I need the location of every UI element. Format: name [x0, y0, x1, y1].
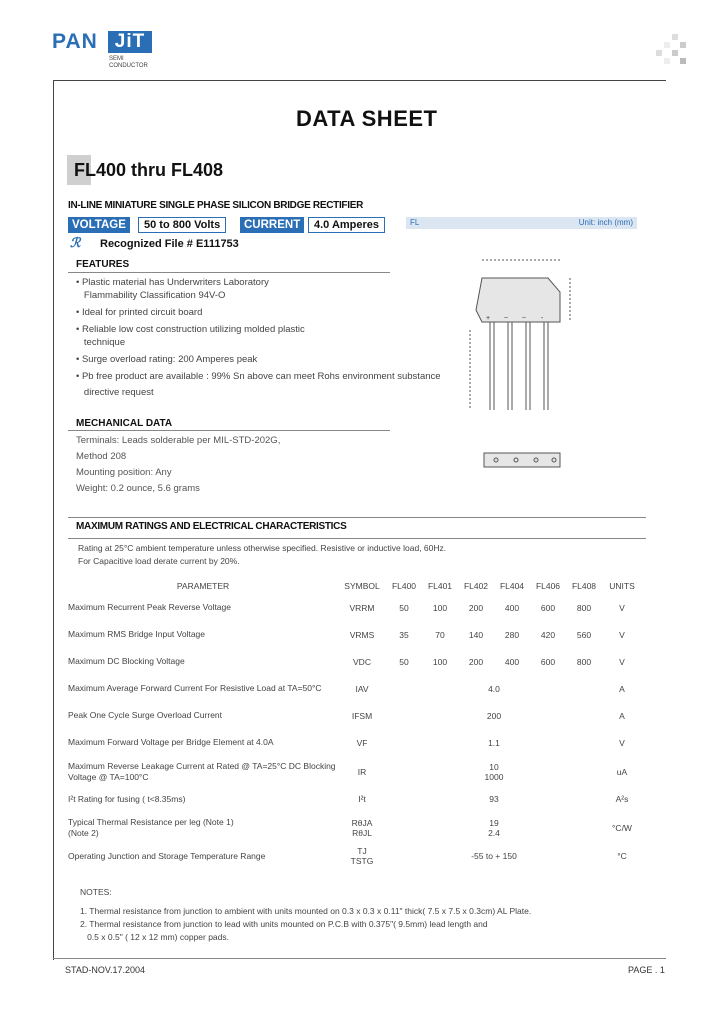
ratings-heading: MAXIMUM RATINGS AND ELECTRICAL CHARACTERISTICS: [76, 521, 347, 532]
ratings-note-2: For Capacitive load derate current by 20%.: [78, 556, 240, 566]
unit-cell: A: [619, 710, 625, 721]
note-2: 2. Thermal resistance from junction to lead with units mounted on P.C.B with 0.375"( 9.5mm) lead length and: [80, 919, 488, 929]
column-header: SYMBOL: [344, 581, 380, 591]
footer-page: PAGE . 1: [628, 965, 665, 975]
svg-text:+: +: [486, 315, 491, 322]
value-cell: 35: [399, 629, 409, 640]
table-header-row: [68, 578, 642, 594]
units-note: Unit: inch (mm): [578, 218, 633, 227]
mechanical-list: [76, 433, 280, 497]
value-cell: 400: [504, 602, 520, 613]
unit-cell: V: [619, 737, 625, 748]
symbol-cell: VF: [356, 737, 368, 748]
feature-item: Flammability Classification 94V-O: [76, 290, 226, 301]
part-number: FL400 thru FL408: [74, 160, 224, 180]
notes-heading: NOTES:: [80, 887, 112, 897]
footer-date: STAD-NOV.17.2004: [65, 965, 146, 975]
symbol-cell: IR: [357, 766, 367, 777]
parameter-cell: Maximum Forward Voltage per Bridge Element at 4.0A: [68, 737, 274, 747]
feature-item: • Reliable low cost construction utilizing molded plastic: [76, 324, 305, 335]
value-cell: 140: [468, 629, 484, 640]
mechanical-rule: [68, 430, 390, 431]
mechanical-item: Method 208: [76, 451, 127, 462]
value-cell: 800: [576, 656, 592, 667]
table-row: [68, 787, 642, 811]
footer-rule: [53, 958, 666, 959]
svg-text:-: -: [541, 315, 544, 322]
parameter-cell: Operating Junction and Storage Temperature Range: [68, 850, 266, 861]
unit-cell: A: [619, 683, 625, 694]
column-header: PARAMETER: [176, 580, 230, 591]
value-cell: 560: [576, 629, 592, 640]
table-row: [68, 844, 642, 868]
parameter-cell: Maximum DC Blocking Voltage: [68, 656, 185, 666]
parameter-cell: Maximum Average Forward Current For Resistive Load at TA=50°C: [68, 683, 322, 693]
column-header: FL401: [427, 581, 453, 591]
decorative-dots-icon: [650, 34, 690, 70]
ratings-note-1: Rating at 25°C ambient temperature unless otherwise specified. Resistive or inductive load, 60Hz.: [78, 543, 447, 553]
symbol-cell: VRRM: [349, 602, 375, 613]
value-cell: 100: [432, 656, 448, 667]
note-1: 1. Thermal resistance from junction to ambient with units mounted on 0.3 x 0.3 x 0.11" thick( 7.5 x 7.5 x 0.3cm) AL Plate.: [80, 906, 532, 916]
page-title: DATA SHEET: [296, 106, 438, 131]
vertical-rule: [53, 80, 54, 960]
value-cell: 200: [468, 602, 484, 613]
parameter-cell: Maximum Recurrent Peak Reverse Voltage: [68, 602, 231, 612]
value-cell: 280: [504, 629, 520, 640]
package-name: FL: [410, 218, 420, 227]
value-cell: -55 to + 150: [471, 851, 517, 861]
voltage-label: VOLTAGE: [68, 217, 130, 233]
value-cell: 93: [489, 794, 499, 804]
unit-cell: V: [619, 656, 625, 667]
table-row: [68, 675, 642, 702]
table-row: [68, 756, 642, 787]
parameter-cell: I²t Rating for fusing ( t<8.35ms): [68, 793, 186, 804]
value-cell: 600: [540, 602, 556, 613]
svg-text:~: ~: [504, 315, 509, 322]
notes-block: [80, 886, 531, 944]
recognized-file: Recognized File # E111753: [100, 238, 239, 250]
symbol-cell: I²t: [358, 794, 366, 804]
note-2-cont: 0.5 x 0.5" ( 12 x 12 mm) copper pads.: [80, 932, 230, 942]
symbol-cell: IAV: [355, 683, 369, 694]
symbol-cell: IFSM: [351, 710, 373, 721]
value-cell: 600: [540, 656, 556, 667]
table-row: [68, 621, 642, 648]
column-header: FL402: [463, 581, 489, 591]
logo-sub-semi: SEMI: [109, 56, 124, 62]
table-row: [68, 594, 642, 621]
top-rule: [53, 80, 666, 81]
current-value: 4.0 Amperes: [308, 217, 385, 233]
column-header: FL400: [391, 581, 417, 591]
ul-logo-icon: ℛ: [70, 235, 81, 250]
table-row: [68, 811, 642, 844]
unit-cell: V: [619, 602, 625, 613]
feature-item: • Pb free product are available : 99% Sn above can meet Rohs environment substance: [76, 371, 441, 382]
value-cell: 19 2.4: [488, 817, 500, 838]
column-header: FL408: [571, 581, 597, 591]
value-cell: 200: [486, 710, 502, 721]
feature-item: • Plastic material has Underwriters Laboratory: [76, 277, 269, 288]
value-cell: 800: [576, 602, 592, 613]
svg-text:~: ~: [522, 315, 527, 322]
feature-item: • Ideal for printed circuit board: [76, 307, 203, 318]
voltage-value: 50 to 800 Volts: [138, 217, 226, 233]
current-label: CURRENT: [240, 217, 304, 233]
logo-jit: JiT: [108, 31, 152, 53]
table-row: [68, 702, 642, 729]
column-header: FL406: [535, 581, 561, 591]
column-header: FL404: [499, 581, 525, 591]
ratings-table: [68, 578, 642, 868]
ratings-table-body: [68, 578, 642, 868]
value-cell: 1.1: [488, 737, 500, 748]
value-cell: 4.0: [488, 683, 500, 694]
symbol-cell: RθJA RθJL: [351, 817, 373, 838]
mechanical-heading: MECHANICAL DATA: [76, 418, 173, 429]
feature-item: directive request: [76, 387, 154, 398]
unit-cell: A²s: [615, 794, 629, 804]
features-rule: [68, 272, 390, 273]
symbol-cell: VRMS: [349, 629, 375, 640]
column-header: UNITS: [609, 581, 635, 591]
features-heading: FEATURES: [76, 259, 130, 270]
value-cell: 400: [504, 656, 520, 667]
package-outline-diagram: [420, 240, 640, 480]
mechanical-item: Mounting position: Any: [76, 467, 172, 478]
value-cell: 100: [432, 602, 448, 613]
unit-cell: °C/W: [612, 822, 632, 833]
logo-subtitle: [109, 56, 148, 70]
table-row: [68, 729, 642, 756]
mechanical-item: Terminals: Leads solderable per MIL-STD-202G,: [76, 435, 281, 446]
feature-item: • Surge overload rating: 200 Amperes peak: [76, 354, 258, 365]
parameter-cell: Maximum RMS Bridge Input Voltage: [68, 629, 206, 639]
parameter-cell: Peak One Cycle Surge Overload Current: [68, 710, 223, 720]
logo-pan: PAN: [52, 30, 98, 53]
parameter-cell: Typical Thermal Resistance per leg (Note 1) (Note 2): [68, 816, 234, 838]
value-cell: 200: [468, 656, 484, 667]
feature-item: technique: [76, 337, 126, 348]
symbol-cell: TJ TSTG: [350, 846, 374, 866]
mechanical-item: Weight: 0.2 ounce, 5.6 grams: [76, 483, 200, 494]
product-subtitle: IN-LINE MINIATURE SINGLE PHASE SILICON BRIDGE RECTIFIER: [68, 200, 363, 211]
parameter-cell: Maximum Reverse Leakage Current at Rated @ TA=25°C DC Blocking Voltage @ TA=100°C: [68, 760, 336, 782]
table-row: [68, 648, 642, 675]
package-bar: [406, 217, 637, 229]
value-cell: 420: [540, 629, 556, 640]
value-cell: 70: [435, 629, 445, 640]
value-cell: 10 1000: [484, 761, 504, 782]
value-cell: 50: [399, 656, 409, 667]
unit-cell: °C: [617, 851, 627, 861]
value-cell: 50: [399, 602, 409, 613]
unit-cell: uA: [616, 766, 628, 777]
logo-sub-conductor: CONDUCTOR: [109, 63, 148, 69]
symbol-cell: VDC: [353, 656, 371, 667]
features-list: [76, 276, 441, 399]
unit-cell: V: [619, 629, 625, 640]
